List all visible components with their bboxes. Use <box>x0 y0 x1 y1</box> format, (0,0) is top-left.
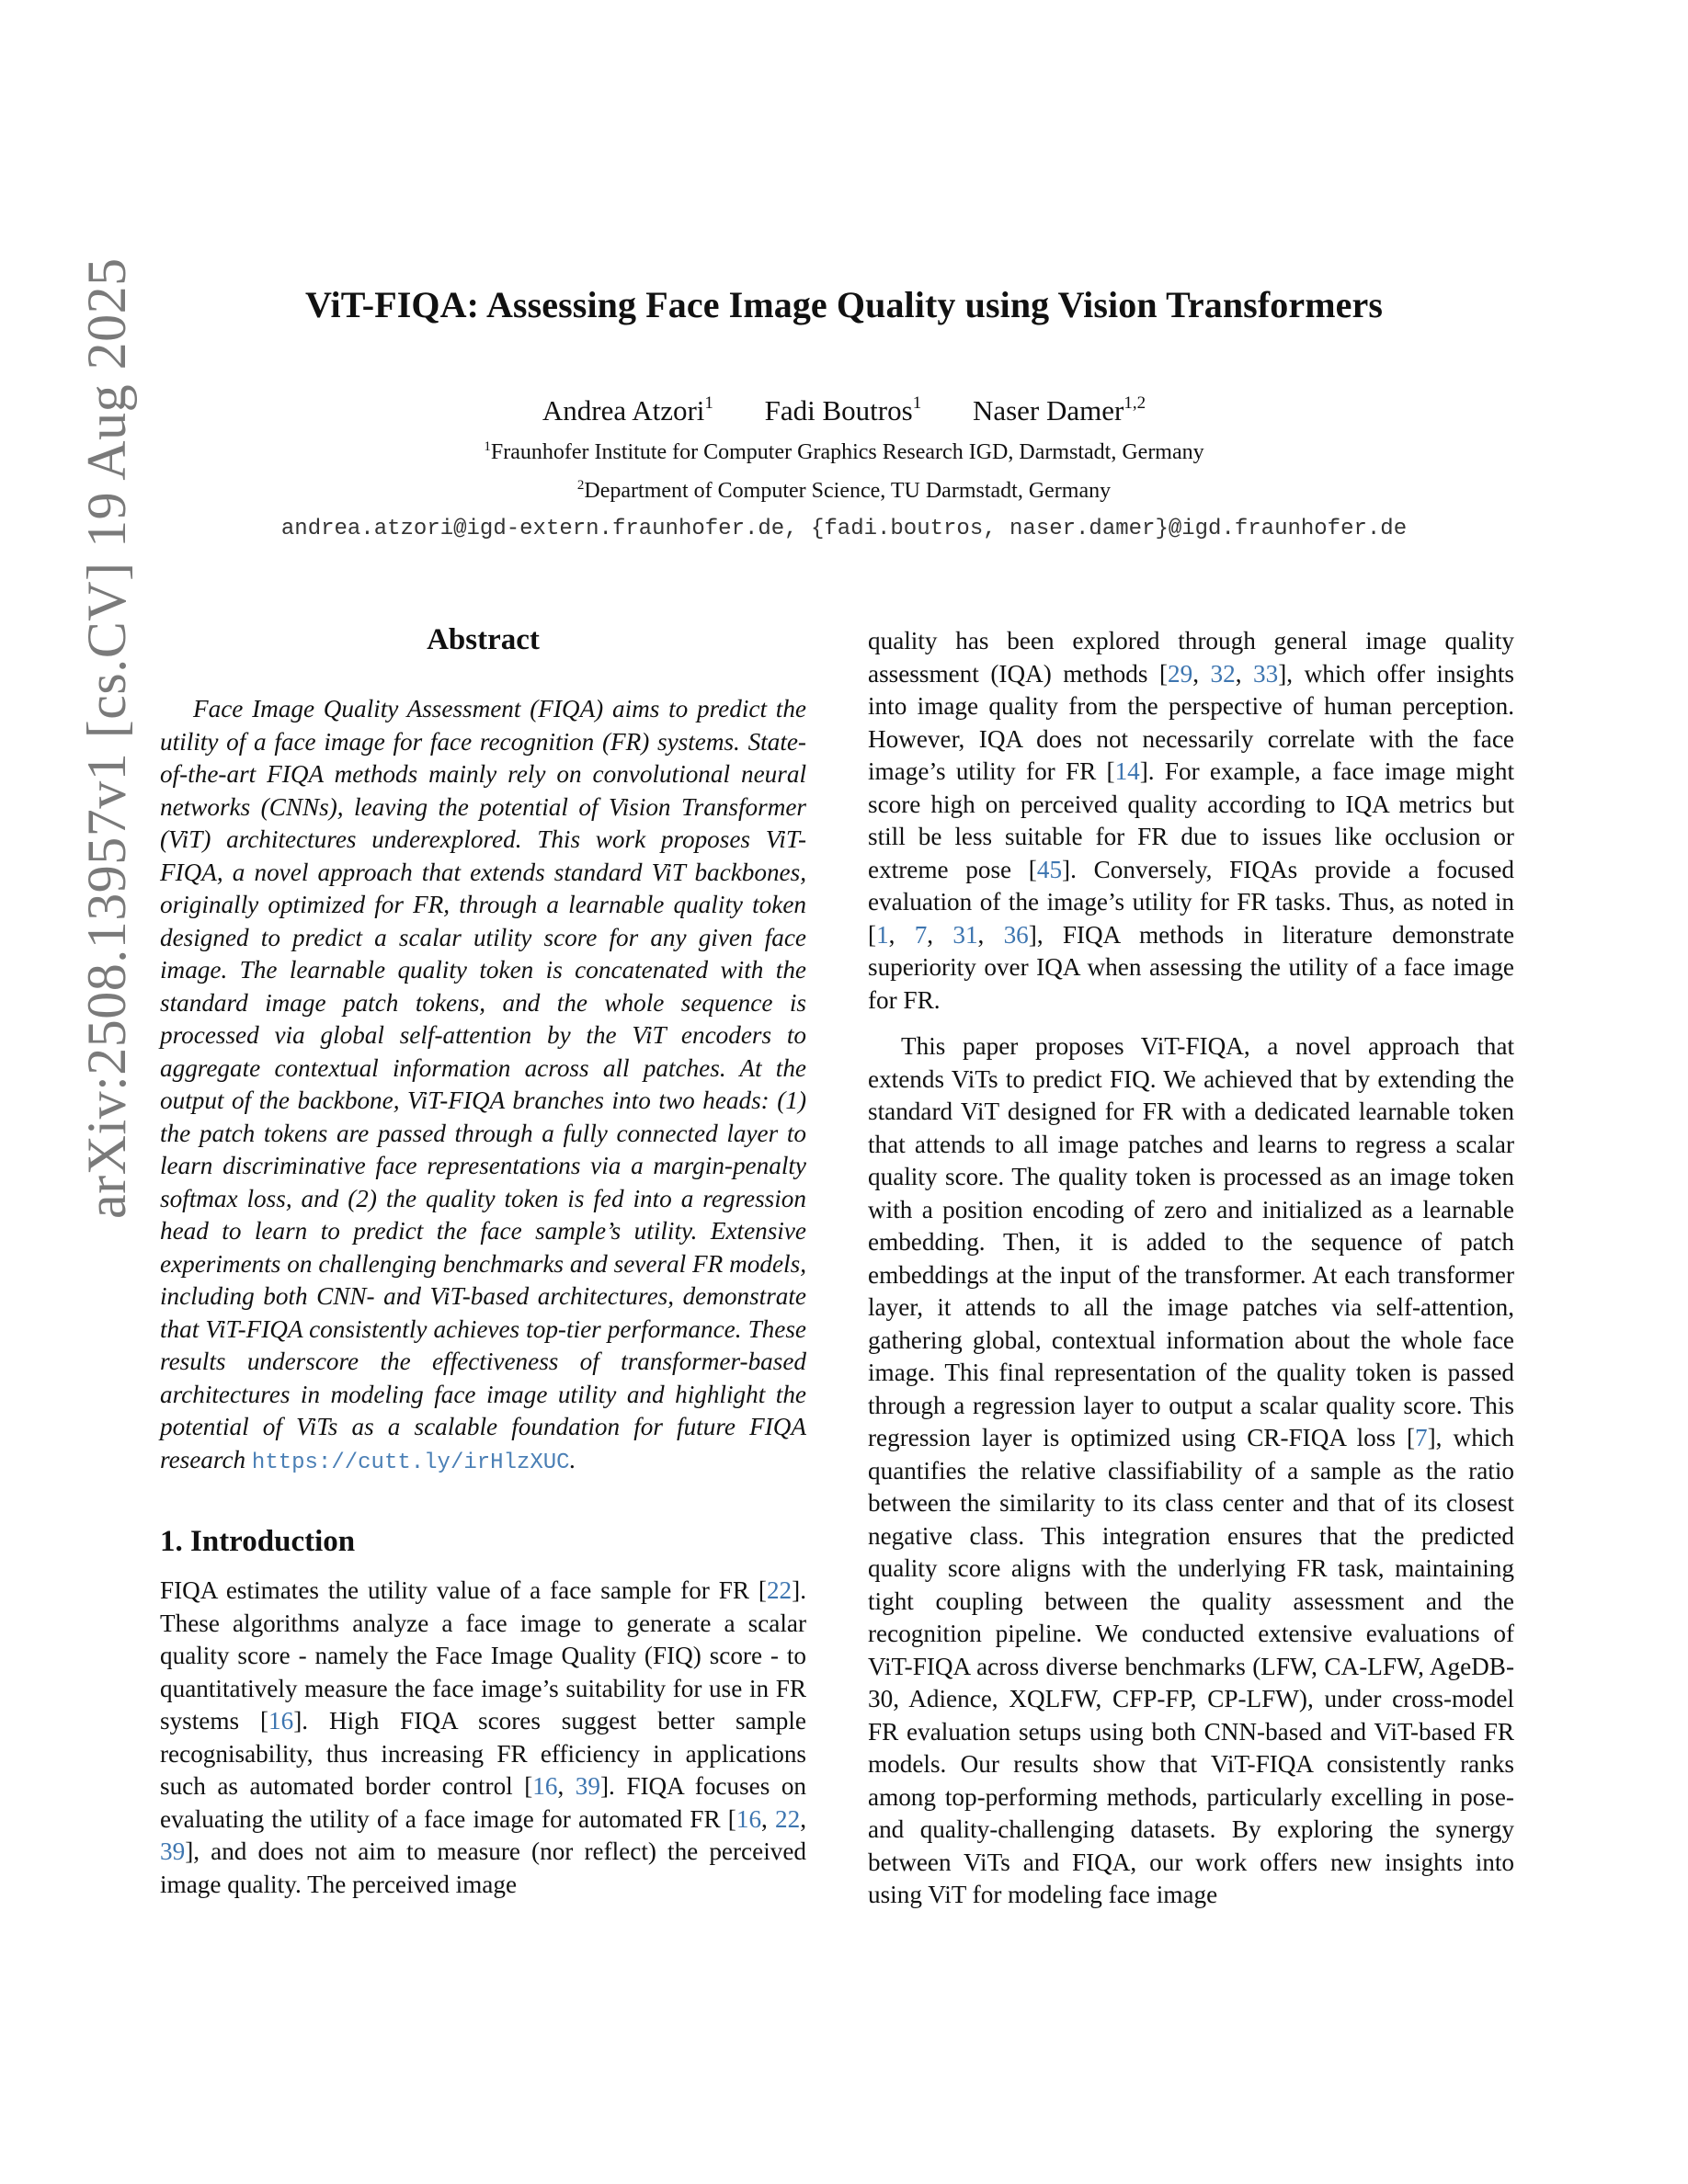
right-column <box>868 625 1514 1912</box>
abstract-end: . <box>569 1445 576 1473</box>
paragraph-text: This paper proposes ViT-FIQA, a novel approach that extends ViTs to predict FIQ. We achieved that by extending the standard ViT designed for FR with a dedicated learnable token that attends to all image patches and learns to regress a scalar quality score. The quality token is processed as an image token with a position encoding of zero and initialized as a learnable embedding. Then, it is added to the sequence of patch embeddings at the input of the transformer. At each transformer layer, it attends to all the image patches via self-attention, gathering global, contextual information about the whole face image. This final representation of the quality token is passed through a regression layer to output a scalar quality score. This regression layer is optimized using CR-FIQA loss [ <box>868 1032 1514 1451</box>
intro-paragraph-continued <box>868 625 1514 1017</box>
author-affil-mark: 1 <box>704 393 713 413</box>
author-affil-mark: 1 <box>912 393 922 413</box>
citation-link[interactable]: 32 <box>1210 659 1236 688</box>
paragraph-text: ], FIQA methods in literature demonstrate superiority over IQA when assessing the utility of a face image for FR. <box>868 920 1515 1014</box>
paragraph-text: ], and does not aim to measure (nor reflect) the perceived image quality. The perceived image <box>160 1837 806 1898</box>
author-name: Fadi Boutros <box>764 394 913 427</box>
paragraph-text: ], which offer insights into image quality from the perspective of human perception. However, IQA does not necessarily correlate with the face image’s utility for FR [ <box>868 659 1515 785</box>
abstract-text: Face Image Quality Assessment (FIQA) aims to predict the utility of a face image for face recognition (FR) systems. State-of-the-art FIQA methods mainly rely on convolutional neural networks (CNNs), leaving the potential of Vision Transformer (ViT) architectures underexplored. This work proposes ViT-FIQA, a novel approach that extends standard ViT backbones, originally optimized for FR, through a learnable quality token designed to predict a scalar utility score for any given face image. The learnable quality token is concatenated with the standard image patch tokens, and the whole sequence is processed via global self-attention by the ViT encoders to aggregate contextual information across all patches. At the output of the backbone, ViT-FIQA branches into two heads: (1) the patch tokens are passed through a fully connected layer to learn discriminative face representations via a margin-penalty softmax loss, and (2) the quality token is fed into a regression head to learn to predict the face sample’s utility. Extensive experiments on challenging benchmarks and several FR models, including both CNN- and ViT-based architectures, demonstrate that ViT-FIQA consistently achieves top-tier performance. These results underscore the effectiveness of transformer-based architectures in modeling face image utility and highlight the potential of ViTs as a scalable foundation for future FIQA research <box>160 695 806 1473</box>
paragraph-text: , <box>927 920 953 949</box>
citation-link[interactable]: 39 <box>160 1837 186 1865</box>
abstract-body <box>160 693 806 1479</box>
citation-link[interactable]: 7 <box>1415 1424 1428 1451</box>
paragraph-text: ], which quantifies the relative classifiability of a sample as the ratio between the similarity to its class center and that of its closest negative class. This integration ensures that the predicted quality score aligns with the underlying FR task, maintaining tight coupling between the quality assessment and the recognition pipeline. We conducted extensive evaluations of ViT-FIQA across diverse benchmarks (LFW, CA-LFW, AgeDB-30, Adience, XQLFW, CFP-FP, CP-LFW), under cross-model FR evaluation setups using both CNN-based and ViT-based FR models. Our results show that ViT-FIQA consistently ranks among top-performing methods, particularly excelling in pose- and quality-challenging datasets. By exploring the synergy between ViTs and FIQA, our work offers new insights into using ViT for modeling face image <box>868 1424 1514 1908</box>
paragraph-text: FIQA estimates the utility value of a face sample for FR [ <box>160 1576 767 1604</box>
paragraph-text: ]. FIQA focuses on evaluating the utility of a face image for automated FR [ <box>160 1772 807 1833</box>
citation-link[interactable]: 31 <box>952 920 978 949</box>
citation-link[interactable]: 39 <box>575 1772 600 1800</box>
paragraph-text: , <box>761 1804 776 1833</box>
citation-link[interactable]: 22 <box>775 1804 801 1833</box>
author-name: Andrea Atzori <box>542 394 705 427</box>
citation-link[interactable]: 33 <box>1253 659 1279 688</box>
intro-paragraph-1 <box>160 1575 806 1901</box>
paragraph-text: quality has been explored through general image quality assessment (IQA) methods [ <box>868 627 1514 688</box>
arxiv-identifier-stamp: arXiv:2508.13957v1 [cs.CV] 19 Aug 2025 <box>76 257 137 1219</box>
paragraph-text: , <box>977 920 1004 949</box>
citation-link[interactable]: 16 <box>268 1707 294 1735</box>
citation-link[interactable]: 14 <box>1114 757 1140 785</box>
author-name: Naser Damer <box>972 394 1124 427</box>
paragraph-text: ]. High FIQA scores suggest better sample recognisability, thus increasing FR efficiency in applications such as automated border control [ <box>160 1707 806 1800</box>
paragraph-text: , <box>557 1772 576 1800</box>
citation-link[interactable]: 29 <box>1168 659 1193 688</box>
author-emails: andrea.atzori@igd-extern.fraunhofer.de, {fadi.boutros, naser.damer}@igd.fraunhofer.de <box>280 517 1408 541</box>
affiliation-2 <box>0 478 1688 504</box>
citation-link[interactable]: 45 <box>1036 855 1063 883</box>
author-affil-mark: 1,2 <box>1123 393 1146 413</box>
citation-link[interactable]: 7 <box>914 920 928 949</box>
code-link[interactable]: https://cutt.ly/irHlzXUC <box>251 1450 570 1475</box>
author-2 <box>765 394 922 427</box>
citation-link[interactable]: 16 <box>532 1772 558 1800</box>
paragraph-text: , <box>1235 659 1254 688</box>
section-heading-introduction: 1. Introduction <box>160 1525 356 1558</box>
citation-link[interactable]: 1 <box>876 920 889 949</box>
affil-mark: 1 <box>484 439 491 454</box>
citation-link[interactable]: 36 <box>1003 920 1029 949</box>
paragraph-text: ]. These algorithms analyze a face image to generate a scalar quality score - namely the Face Image Quality (FIQ) score - to quantitatively measure the face image’s suitability for use in FR systems [ <box>160 1576 806 1735</box>
citation-link[interactable]: 16 <box>736 1804 762 1833</box>
paragraph-text: ]. For example, a face image might score high on perceived quality according to IQA metrics but still be less suitable for FR due to issues like occlusion or extreme pose [ <box>868 757 1514 883</box>
intro-paragraph-2 <box>868 1030 1514 1912</box>
paragraph-text: , <box>800 1804 806 1833</box>
affil-mark: 2 <box>576 478 585 493</box>
abstract-heading: Abstract <box>427 623 540 656</box>
author-1 <box>542 394 713 427</box>
paragraph-text: , <box>888 920 915 949</box>
paper-title: ViT-FIQA: Assessing Face Image Quality using Vision Transformers <box>304 284 1384 325</box>
left-column <box>160 621 806 1901</box>
affiliation-1 <box>0 439 1688 465</box>
affil-text: Fraunhofer Institute for Computer Graphics Research IGD, Darmstadt, Germany <box>490 440 1204 464</box>
author-3 <box>973 394 1146 427</box>
affil-text: Department of Computer Science, TU Darmstadt, Germany <box>584 479 1112 503</box>
paragraph-text: , <box>1192 659 1211 688</box>
author-list <box>0 393 1688 427</box>
citation-link[interactable]: 22 <box>766 1576 793 1604</box>
paragraph-text: ]. Conversely, FIQAs provide a focused evaluation of the image’s utility for FR tasks. Thus, as noted in [ <box>868 855 1514 949</box>
